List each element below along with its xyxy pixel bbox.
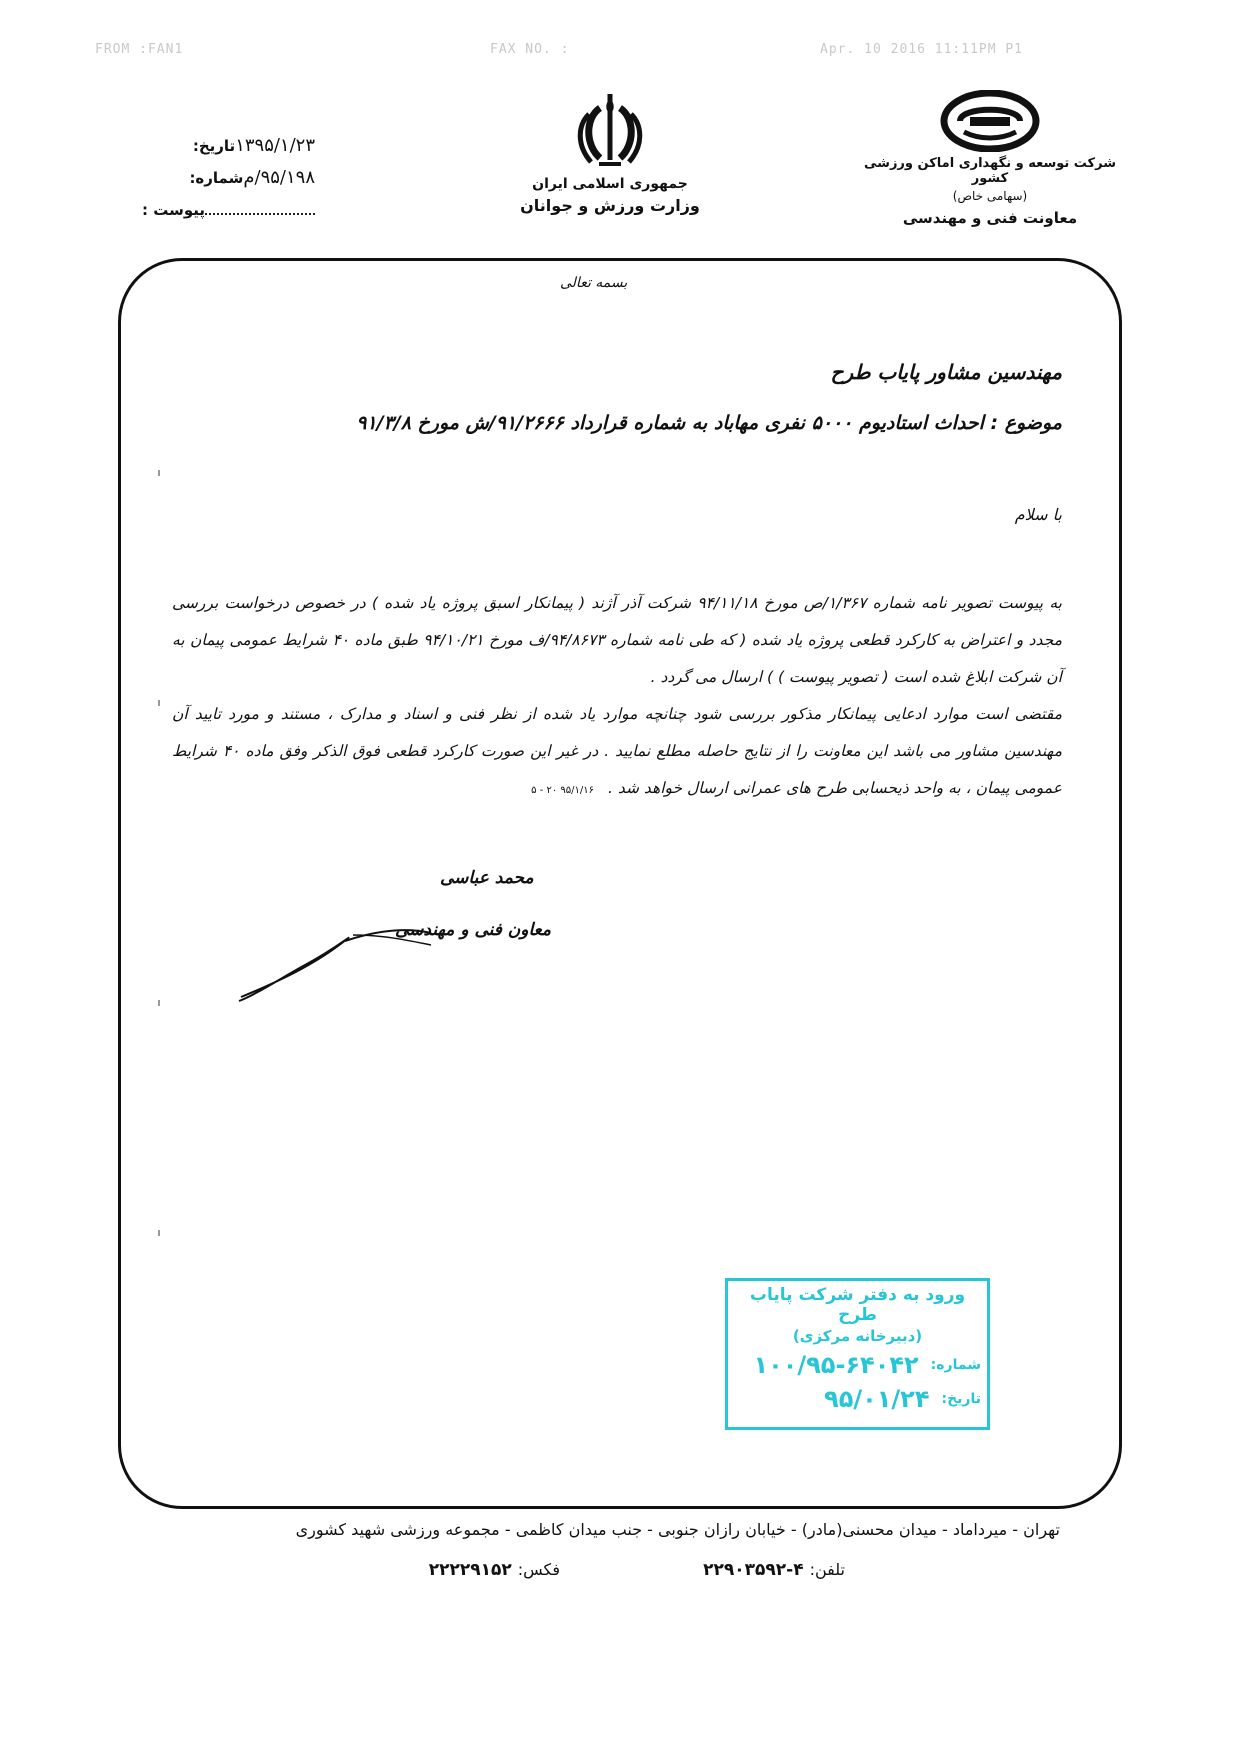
ministry-line2: وزارت ورزش و جوانان: [520, 196, 700, 215]
date-value: ۱۳۹۵/۱/۲۳: [235, 135, 315, 156]
letter-meta: [95, 135, 315, 231]
stamp-date-value: ۹۵/۰۱/۲۴: [824, 1385, 930, 1413]
margin-note: ۹۵/۱/۱۶ ۲۰ - ۵: [531, 785, 594, 796]
number-label: شماره:: [189, 169, 244, 187]
date-label: تاریخ:: [192, 137, 236, 155]
stamp-date-label: تاریخ:: [941, 1391, 981, 1407]
scan-speck: [158, 1000, 160, 1006]
company-logo-icon: [940, 90, 1040, 152]
stamp-number-label: شماره:: [930, 1357, 981, 1373]
body-paragraph-2: [172, 696, 1062, 809]
iran-emblem-icon: [575, 90, 645, 170]
footer-address: تهران - میرداماد - میدان محسنی(مادر) - خیابان رازان جنوبی - جنب میدان کاظمی - مجموعه ورزشی شهید کشوری: [295, 1520, 1060, 1539]
footer-phone: [703, 1560, 845, 1580]
scan-speck: [158, 700, 160, 706]
stamp-title: ورود به دفتر شرکت پایاب طرح: [749, 1285, 966, 1325]
recipient: مهندسین مشاور پایاب طرح: [830, 360, 1062, 384]
company-name: شرکت توسعه و نگهداری اماکن ورزشی کشور: [864, 156, 1116, 186]
fax-number: FAX NO. :: [490, 42, 570, 57]
fax-from: FROM :FAN1: [95, 42, 184, 57]
ministry-header: [480, 90, 740, 215]
body-paragraph-2-text: مقتضی است موارد ادعایی پیمانکار مذکور بررسی شود چنانچه موارد یاد شده از نظر فنی و اسناد و مدارک ، مستند و مورد تایید آن مهندسین مشاور می باشد این معاونت را از نتایج حاصله مطلع نمایید . در غیر این صورت کارکرد قطعی فوق الذکر وفق ماده ۴۰ شرایط عمومی پیمان ، به واحد ذیحسابی طرح های عمرانی ارسال خواهد شد .: [172, 705, 1062, 797]
company-type: (سهامی خاص): [952, 189, 1028, 203]
number-value: ۹۵/۱۹۸/م: [243, 167, 315, 188]
received-stamp: [725, 1278, 990, 1430]
fax-value: ۲۲۲۲۹۱۵۲: [428, 1560, 512, 1580]
scan-speck: [158, 1230, 160, 1236]
handwritten-signature-icon: [235, 905, 435, 1005]
company-department: معاونت فنی و مهندسی: [902, 209, 1078, 227]
phone-value: ۴-۲۲۹۰۳۵۹۲: [703, 1560, 804, 1580]
footer-fax: [429, 1560, 560, 1580]
stamp-subtitle: (دبیرخانه مرکزی): [792, 1327, 923, 1345]
subject-line: موضوع : احداث استادیوم ۵۰۰۰ نفری مهاباد به شماره قرارداد ۹۱/۲۶۶۶/ش مورخ ۹۱/۳/۸: [356, 412, 1062, 434]
greeting: با سلام: [1014, 505, 1062, 524]
company-header: [860, 90, 1120, 227]
letter-body: [172, 585, 1062, 809]
fax-datetime: Apr. 10 2016 11:11PM P1: [820, 42, 1024, 57]
bismillah: بسمه تعالی: [560, 275, 628, 291]
ministry-line1: جمهوری اسلامی ایران: [532, 176, 688, 192]
scan-speck: [158, 470, 160, 476]
signer-title: معاون فنی و مهندسی: [395, 920, 551, 940]
attachment-dots: [205, 199, 315, 215]
phone-label: تلفن:: [809, 1560, 845, 1579]
body-paragraph-1: به پیوست تصویر نامه شماره ۱/۳۶۷/ص مورخ ۹۴/۱۱/۱۸ شرکت آذر آژند ( پیمانکار اسبق پروژه یاد شده ) در خصوص درخواست بررسی مجدد و اعتراض به کارکرد قطعی پروژه یاد شده ( که طی نامه شماره ۹۴/۸۶۷۳/ف مورخ ۹۴/۱۰/۲۱ طبق ماده ۴۰ شرایط عمومی پیمان به آن شرکت ابلاغ شده است ( تصویر پیوست ) ) ارسال می گردد .: [172, 594, 1063, 686]
signer-name: محمد عباسی: [440, 868, 534, 888]
attachment-label: پیوست :: [141, 201, 205, 219]
stamp-number-value: ۱۰۰/۹۵-۶۴۰۴۲: [753, 1351, 919, 1379]
fax-label: فکس:: [517, 1560, 560, 1579]
